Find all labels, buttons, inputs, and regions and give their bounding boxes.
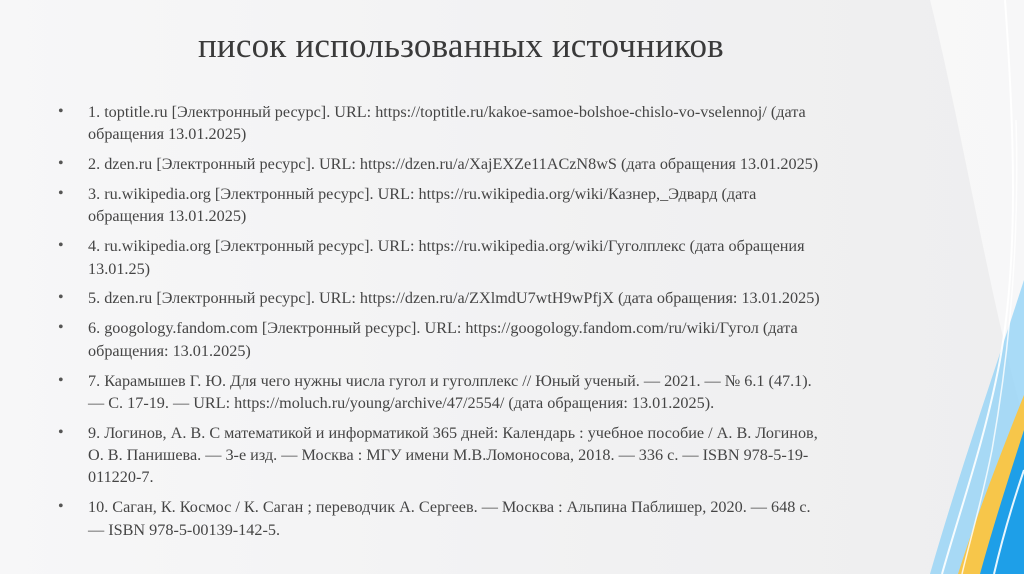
bullet-marker: • xyxy=(58,185,64,203)
wave-blue xyxy=(980,430,1024,574)
reference-text-line: 7. Карамышев Г. Ю. Для чего нужны числа гугол и гуголплекс // Юный ученый. — 2021. — № 6.1 (47.1). xyxy=(88,371,812,390)
list-item xyxy=(58,153,970,175)
list-item xyxy=(58,496,970,541)
list-item xyxy=(58,422,970,489)
bullet-marker: • xyxy=(58,155,64,173)
bullet-marker: • xyxy=(58,319,64,337)
bullet-marker: • xyxy=(58,498,64,516)
reference-text-line: 011220-7. xyxy=(88,468,154,487)
slide-title: писок использованных источников xyxy=(198,26,724,65)
reference-text-line: 6. googology.fandom.com [Электронный ресурс]. URL: https://googology.fandom.com/ru/wiki/Гугол (дата xyxy=(88,319,798,338)
reference-text-line: 1. toptitle.ru [Электронный ресурс]. URL: https://toptitle.ru/kakoe-samoe-bolshoe-chislo-vo-vselennoj/ (дата xyxy=(88,103,806,121)
bullet-marker: • xyxy=(58,371,64,389)
references-list xyxy=(58,101,970,548)
bullet-marker: • xyxy=(58,423,64,441)
list-item xyxy=(58,287,970,309)
reference-text-line: обращения 13.01.2025) xyxy=(88,207,247,226)
reference-text-line: 3. ru.wikipedia.org [Электронный ресурс]. URL: https://ru.wikipedia.org/wiki/Казнер,_Эдвард (дата xyxy=(88,185,757,204)
reference-text-line: 4. ru.wikipedia.org [Электронный ресурс]. URL: https://ru.wikipedia.org/wiki/Гуголплекс (дата обращения xyxy=(88,237,805,256)
reference-text-line: обращения 13.01.2025) xyxy=(88,125,247,144)
reference-text-line: 13.01.25) xyxy=(88,259,151,278)
reference-text-line: 10. Саган, К. Космос / К. Саган ; переводчик А. Сергеев. — Москва : Альпина Паблишер, 2020. — 648 с. xyxy=(88,498,811,517)
reference-text-line: обращения: 13.01.2025) xyxy=(88,341,251,360)
list-item xyxy=(58,370,970,415)
reference-text-line: 2. dzen.ru [Электронный ресурс]. URL: https://dzen.ru/a/XajEXZe11ACzN8wS (дата обращения 13.01.2025) xyxy=(88,155,819,174)
reference-text-line: — С. 17-19. — URL: https://moluch.ru/young/archive/47/2554/ (дата обращения: 13.01.2025). xyxy=(88,393,715,412)
wave-stroke-3 xyxy=(994,470,1024,574)
list-item xyxy=(58,317,970,362)
list-item xyxy=(58,235,970,280)
bullet-marker: • xyxy=(58,289,64,307)
wave-stroke-2 xyxy=(962,120,1017,574)
reference-text-line: О. В. Панишева. — 3-е изд. — Москва : МГУ имени М.В.Ломоносова, 2018. — 336 с. — ISBN 978-5-19- xyxy=(88,446,809,465)
bullet-marker: • xyxy=(58,237,64,255)
reference-text-line: 9. Логинов, А. В. С математикой и информатикой 365 дней: Календарь : учебное пособие / А. В. Логинов, xyxy=(88,423,818,442)
reference-text-line: — ISBN 978-5-00139-142-5. xyxy=(88,520,280,539)
list-item xyxy=(58,183,970,228)
list-item xyxy=(58,101,970,146)
reference-text-line: 5. dzen.ru [Электронный ресурс]. URL: https://dzen.ru/a/ZXlmdU7wtH9wPfjX (дата обращения: 13.01.2025) xyxy=(88,289,820,308)
bullet-marker: • xyxy=(58,103,64,120)
